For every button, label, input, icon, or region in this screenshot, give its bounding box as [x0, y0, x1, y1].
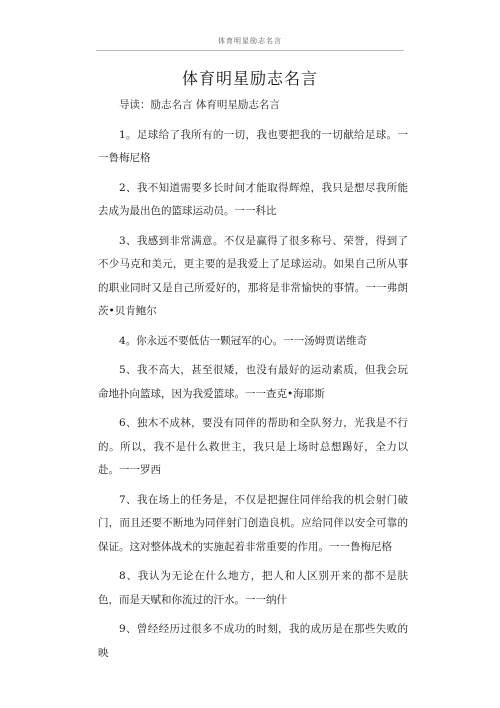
quote-paragraph-4: 4。你永远不要低估一颗冠军的心。一一汤姆贾诺维奇	[119, 334, 368, 347]
quote-paragraph-3: 3、我感到非常满意。不仅是赢得了很多称号、荣誉，得到了不少马克和美元，更主要的是我爱上了足球运动。如果自己所从事的职业同时又是自己所爱好的，那将是非常愉快的事情。一一弗朗茨•贝肯鲍尔	[98, 234, 408, 317]
quote-paragraph-9: 9、曾经经历过很多不成功的时刻，我的成历是在那些失败的映	[98, 623, 408, 659]
document-body	[98, 94, 408, 671]
quote-paragraph-2: 2、我不知道需要多长时间才能取得辉煌，我只是想尽我所能去成为最出色的篮球运动员。一一科比	[98, 181, 408, 217]
guide-paragraph: 导读：励志名言 体育明星励志名言	[119, 99, 280, 111]
quote-paragraph-5: 5、我不高大，甚至很矮，也没有最好的运动素质，但我会玩命地扑向篮球，因为我爱篮球。一一查克•海耶斯	[98, 364, 408, 400]
header-divider	[96, 50, 404, 51]
document-title: 体育明星励志名言	[181, 69, 318, 88]
quote-paragraph-8: 8、我认为无论在什么地方，把人和人区别开来的都不是肤色，而是天赋和你流过的汗水。一一纳什	[98, 570, 408, 606]
quote-paragraph-6: 6、独木不成林，要没有同伴的帮助和全队努力，光我是不行的。所以，我不是什么救世主，我只是上场时总想踢好，全力以赴。一一罗西	[98, 417, 408, 476]
quote-paragraph-7: 7、我在场上的任务是，不仅是把握住同伴给我的机会射门破门，而且还要不断地为同伴射门创造良机。应给同伴以安全可靠的保证。这对整体战术的实施起着非常重要的作用。一一鲁梅尼格	[98, 493, 408, 553]
running-header: 体育明星励志名言	[218, 37, 282, 45]
quote-paragraph-1: 1。足球给了我所有的一切，我也要把我的一切献给足球。一一鲁梅尼格	[98, 128, 408, 164]
